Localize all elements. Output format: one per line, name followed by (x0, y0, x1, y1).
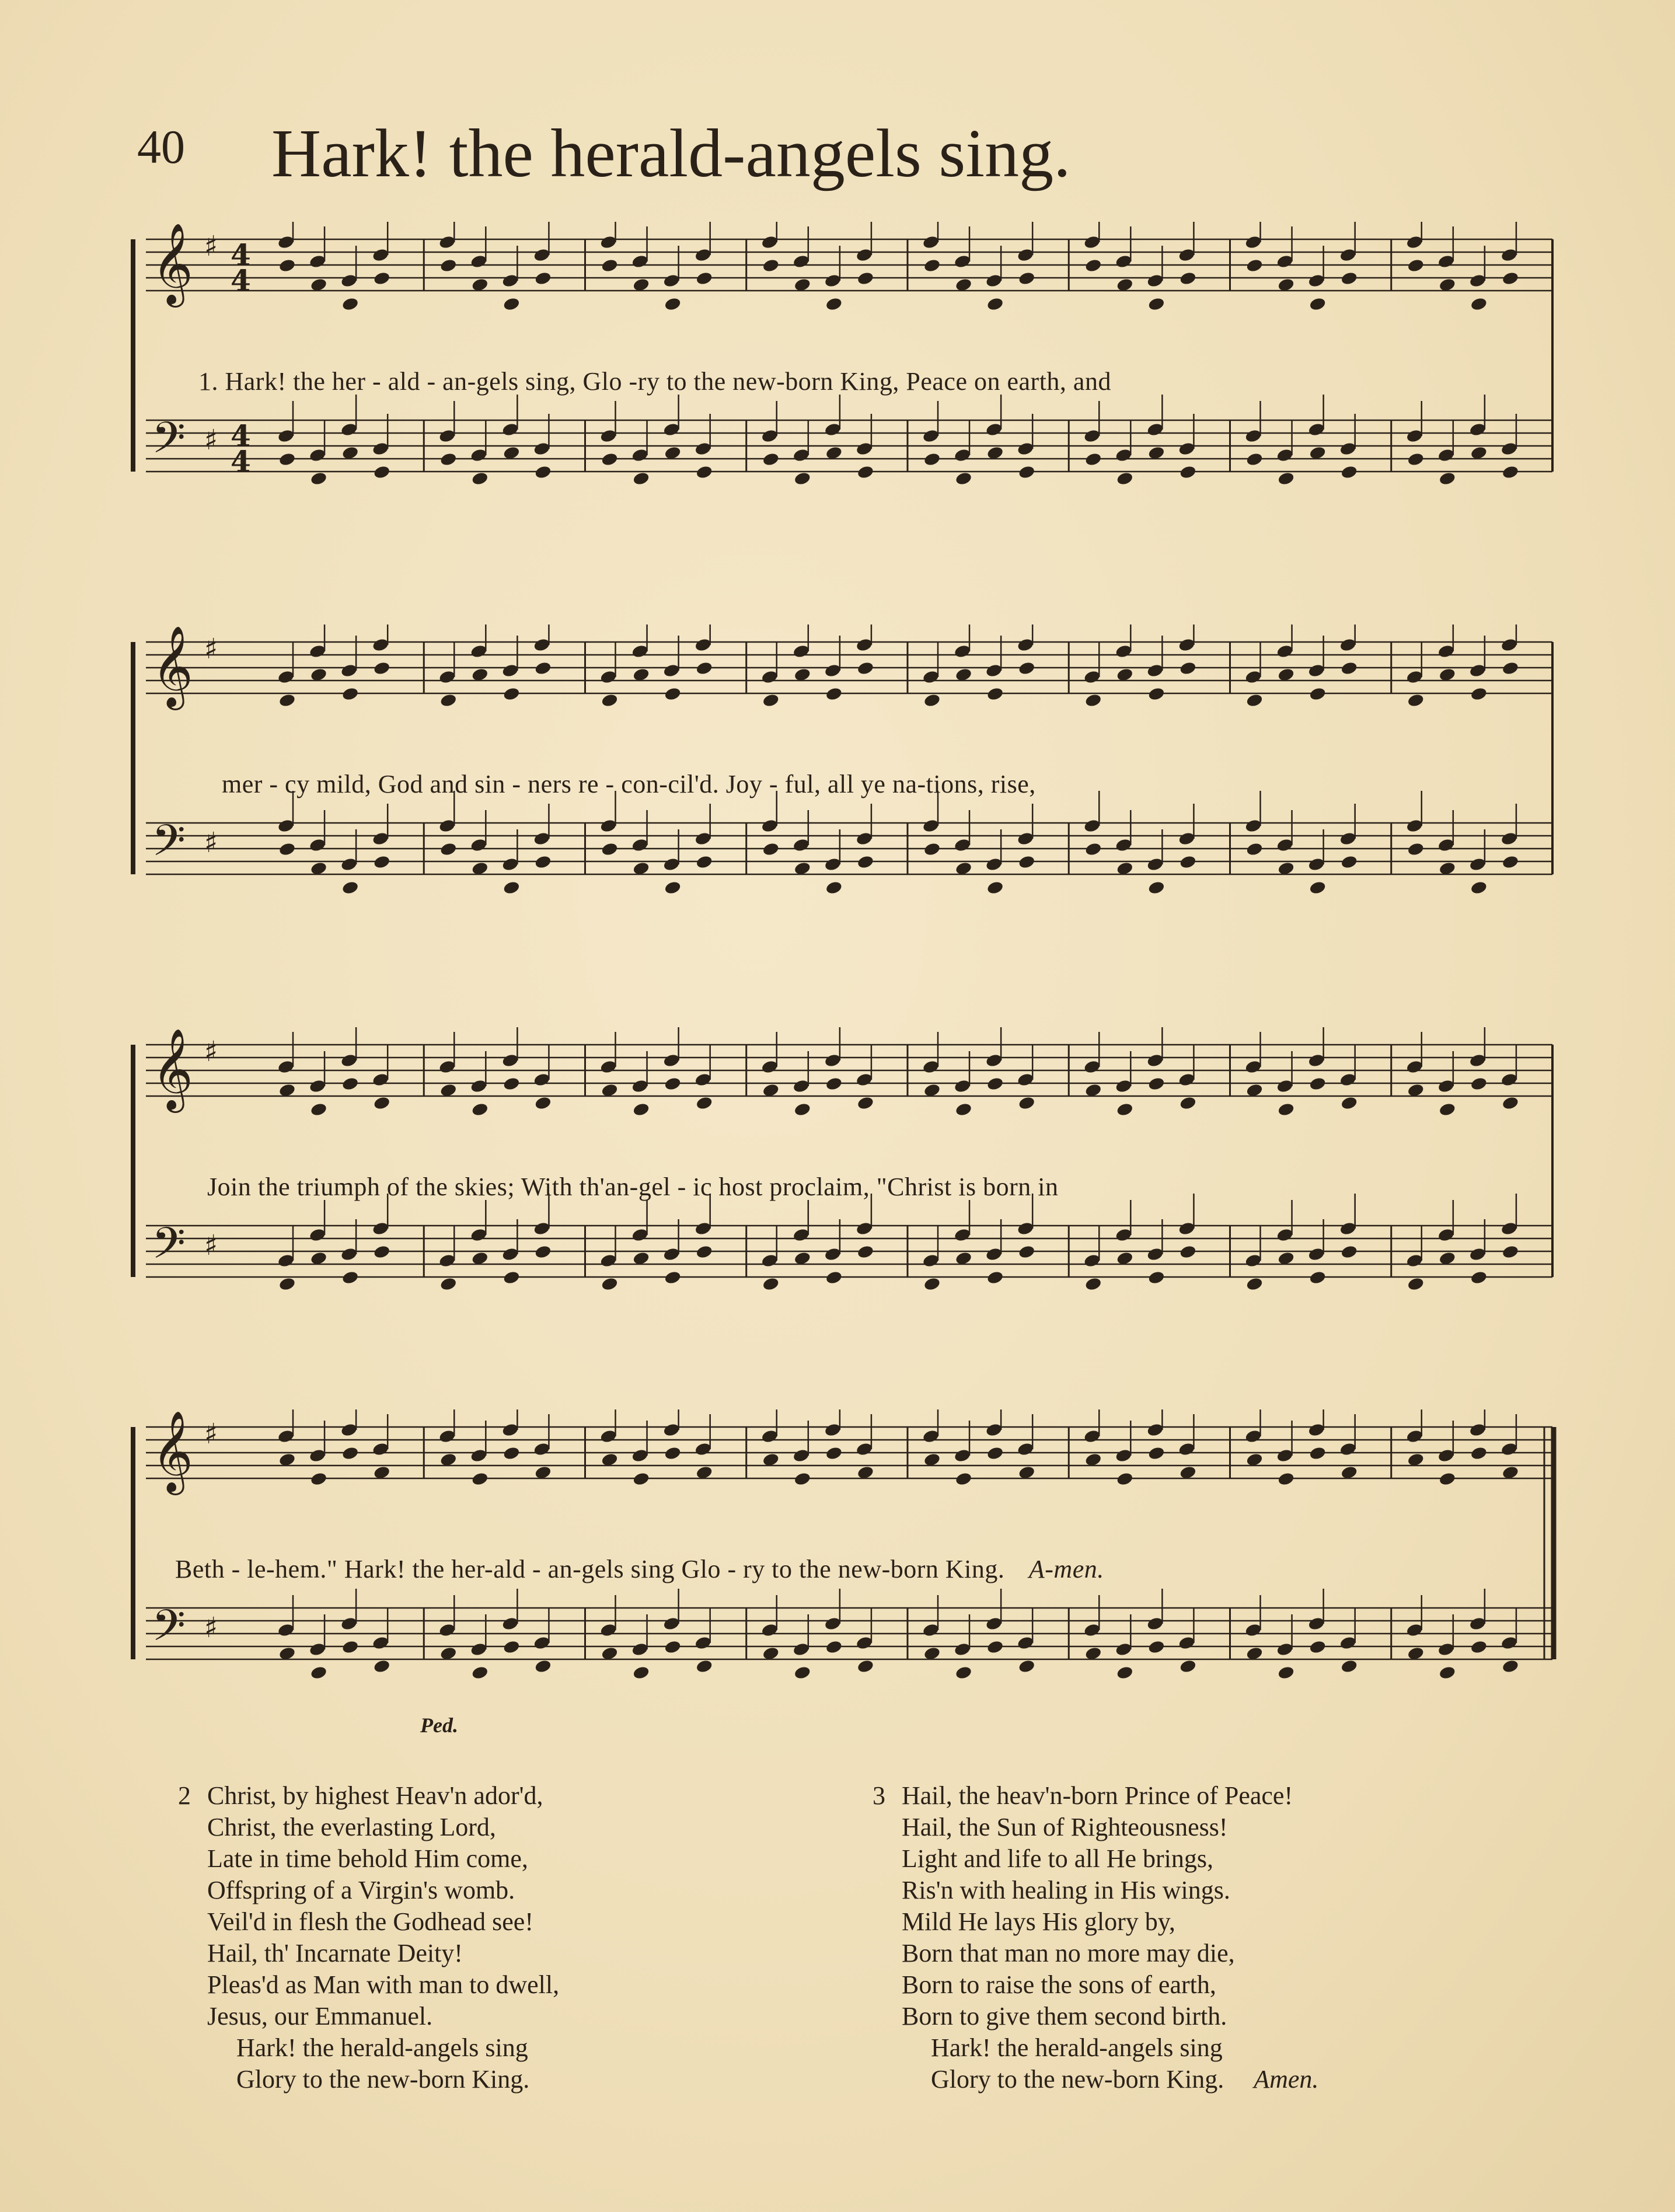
verse-line: Christ, by highest Heav'n ador'd, (207, 1781, 543, 1810)
pedal-marking: Ped. (420, 1714, 458, 1737)
verse-number: 3 (873, 1781, 885, 1810)
verse-line: Hail, th' Incarnate Deity! (207, 1939, 463, 1967)
svg-text:♯: ♯ (204, 424, 218, 456)
verse-line: Pleas'd as Man with man to dwell, (207, 1970, 560, 1999)
refrain-line: Glory to the new-born King. (236, 2065, 530, 2094)
refrain-text: Glory to the new-born King. (931, 2065, 1224, 2094)
svg-text:𝄢: 𝄢 (152, 815, 186, 877)
verse-line: Christ, the everlasting Lord, (207, 1813, 496, 1841)
lyric-line-2: mer - cy mild, God and sin - ners re - con-cil'd. Joy - ful, all ye na-tions, rise, (222, 770, 1036, 798)
svg-text:𝄞: 𝄞 (152, 1028, 193, 1110)
svg-text:♯: ♯ (204, 230, 218, 263)
svg-text:♯: ♯ (204, 633, 218, 665)
svg-text:4: 4 (231, 418, 251, 453)
verse-number: 2 (178, 1781, 191, 1810)
verse-line: Veil'd in flesh the Godhead see! (207, 1907, 533, 1936)
svg-text:𝄢: 𝄢 (152, 1600, 186, 1662)
amen-text: Amen. (1254, 2065, 1319, 2094)
refrain-line: Hark! the herald-angels sing (236, 2033, 528, 2062)
page-number: 40 (137, 120, 185, 173)
svg-text:♯: ♯ (204, 1418, 218, 1450)
verse-line: Ris'n with healing in His wings. (902, 1876, 1230, 1904)
verse-line: Born that man no more may die, (902, 1939, 1235, 1967)
svg-text:♯: ♯ (204, 826, 218, 859)
svg-text:4: 4 (231, 238, 251, 272)
svg-text:𝄢: 𝄢 (152, 1218, 186, 1279)
svg-text:𝄢: 𝄢 (152, 413, 186, 474)
refrain-line: Hark! the herald-angels sing (931, 2033, 1223, 2062)
verse-line: Mild He lays His glory by, (902, 1907, 1175, 1936)
svg-text:4: 4 (231, 444, 251, 479)
verse-line: Hail, the Sun of Righteousness! (902, 1813, 1228, 1841)
verse-line: Born to give them second birth. (902, 2002, 1227, 2030)
svg-text:𝄞: 𝄞 (152, 1411, 193, 1492)
lyric-line-3: Join the triumph of the skies; With th'an-gel - ic host proclaim, "Christ is born in (207, 1173, 1059, 1201)
svg-text:4: 4 (231, 263, 251, 298)
verse-3 (873, 1780, 1319, 2095)
svg-text:♯: ♯ (204, 1611, 218, 1644)
verse-line: Hail, the heav'n-born Prince of Peace! (902, 1781, 1293, 1810)
svg-text:♯: ♯ (204, 1035, 218, 1068)
svg-text:♯: ♯ (204, 1229, 218, 1262)
svg-text:𝄞: 𝄞 (152, 223, 193, 304)
verse-line: Jesus, our Emmanuel. (207, 2002, 433, 2030)
verse-2 (178, 1780, 560, 2095)
lyric-line-1: 1. Hark! the her - ald - an-gels sing, Glo -ry to the new-born King, Peace on earth, and (198, 367, 1111, 396)
lyric-text-4: Beth - le-hem." Hark! the her-ald - an-gels sing Glo - ry to the new-born King. (175, 1555, 1005, 1583)
verse-line: Light and life to all He brings, (902, 1844, 1213, 1873)
verse-line: Born to raise the sons of earth, (902, 1970, 1216, 1999)
svg-text:𝄞: 𝄞 (152, 626, 193, 707)
lyric-line-4 (175, 1554, 1529, 1584)
verse-line: Offspring of a Virgin's womb. (207, 1876, 515, 1904)
verse-line: Late in time behold Him come, (207, 1844, 528, 1873)
amen-lyric: A-men. (1028, 1555, 1104, 1583)
refrain-line-final (902, 2064, 1318, 2095)
hymn-title: Hark! the herald-angels sing. (271, 115, 1071, 191)
